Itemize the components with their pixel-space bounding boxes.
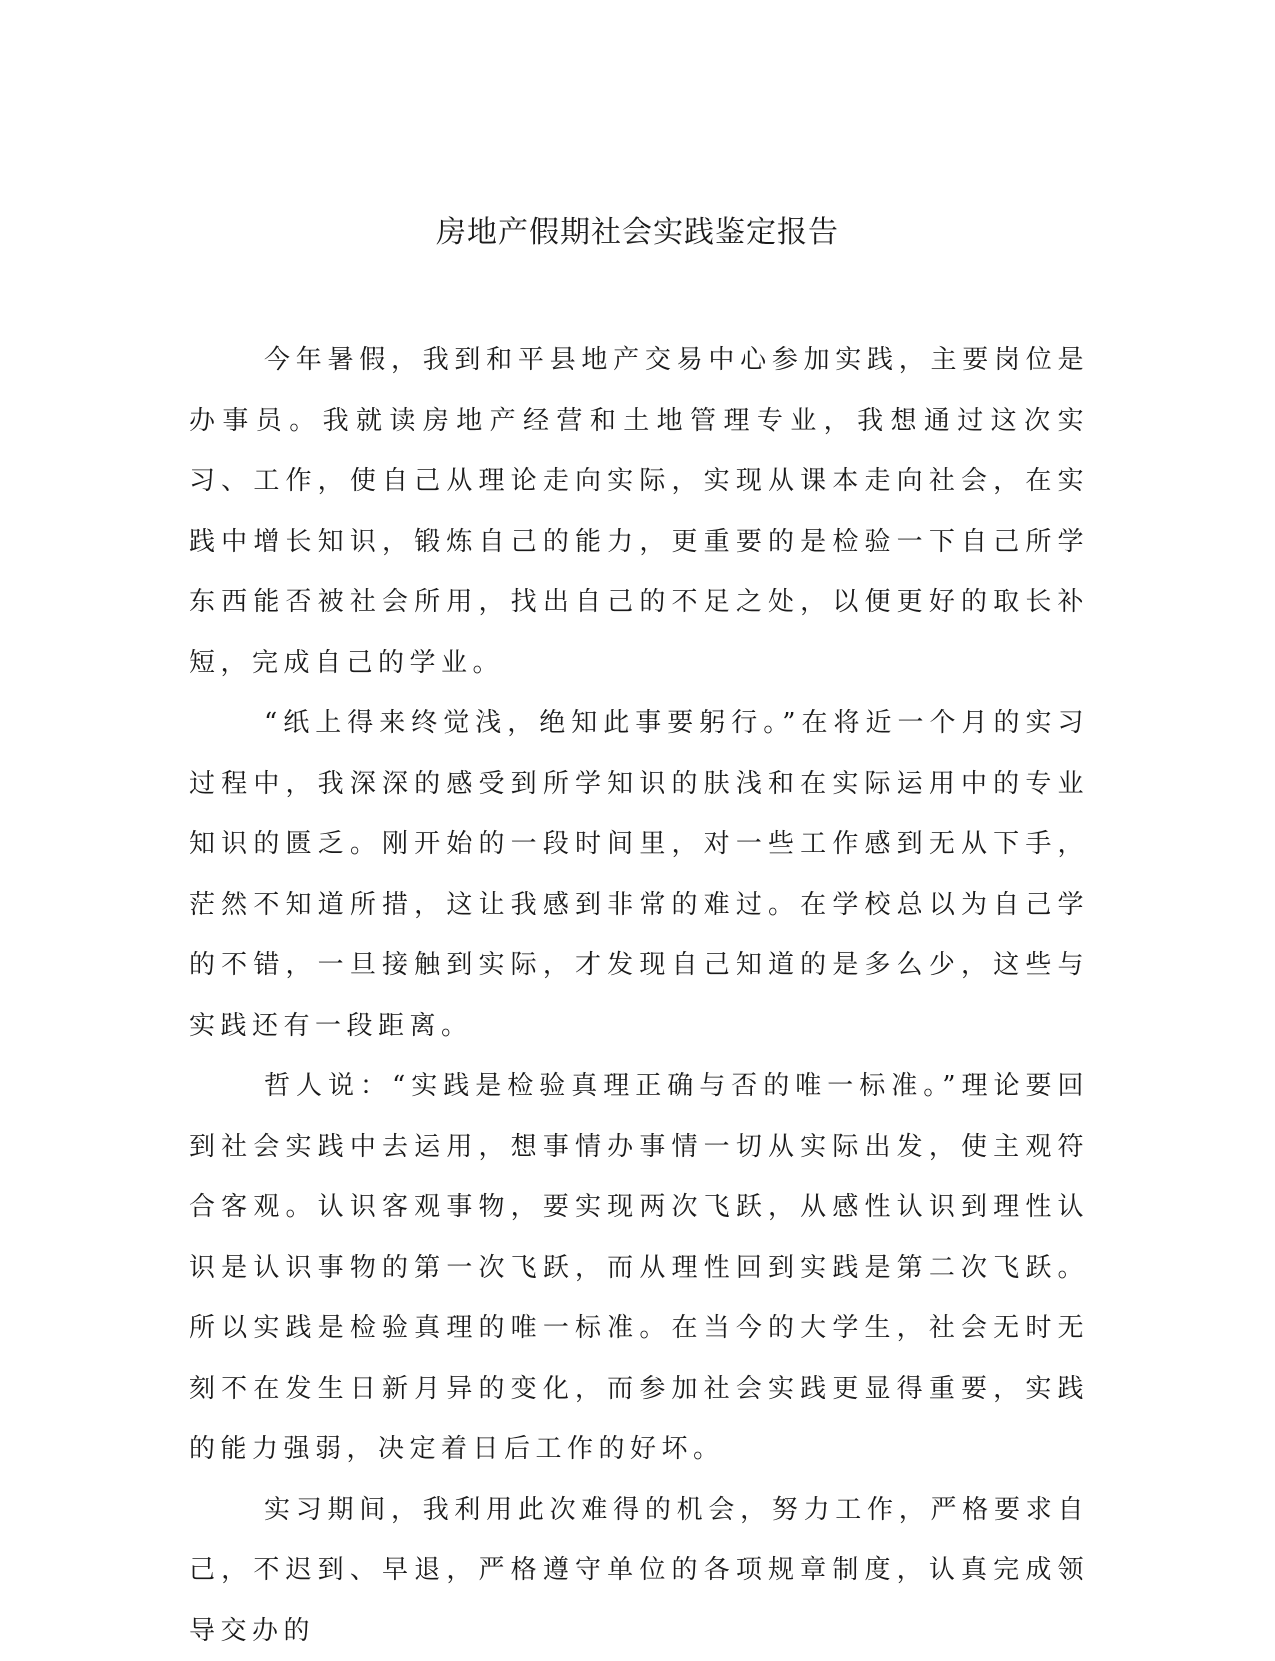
paragraph-4: 实习期间，我利用此次难得的机会，努力工作，严格要求自己，不迟到、早退，严格遵守单位的各项规章制度，认真完成领导交办的 bbox=[189, 1480, 1089, 1661]
paragraph-2: “纸上得来终觉浅，绝知此事要躬行。”在将近一个月的实习过程中，我深深的感受到所学知识的肤浅和在实际运用中的专业知识的匮乏。刚开始的一段时间里，对一些工作感到无从下手，茫然不知道所措，这让我感到非常的难过。在学校总以为自己学的不错，一旦接触到实际，才发现自己知道的是多么少，这些与实践还有一段距离。 bbox=[189, 693, 1089, 1056]
document-title: 房地产假期社会实践鉴定报告 bbox=[0, 213, 1275, 253]
paragraph-3: 哲人说：“实践是检验真理正确与否的唯一标准。”理论要回到社会实践中去运用，想事情办事情一切从实际出发，使主观符合客观。认识客观事物，要实现两次飞跃，从感性认识到理性认识是认识事物的第一次飞跃，而从理性回到实践是第二次飞跃。所以实践是检验真理的唯一标准。在当今的大学生，社会无时无刻不在发生日新月异的变化，而参加社会实践更显得重要，实践的能力强弱，决定着日后工作的好坏。 bbox=[189, 1056, 1089, 1480]
paragraph-1: 今年暑假，我到和平县地产交易中心参加实践，主要岗位是办事员。我就读房地产经营和土地管理专业，我想通过这次实习、工作，使自己从理论走向实际，实现从课本走向社会，在实践中增长知识，锻炼自己的能力，更重要的是检验一下自己所学东西能否被社会所用，找出自己的不足之处，以便更好的取长补短，完成自己的学业。 bbox=[189, 330, 1089, 693]
document-body bbox=[189, 330, 1089, 1661]
